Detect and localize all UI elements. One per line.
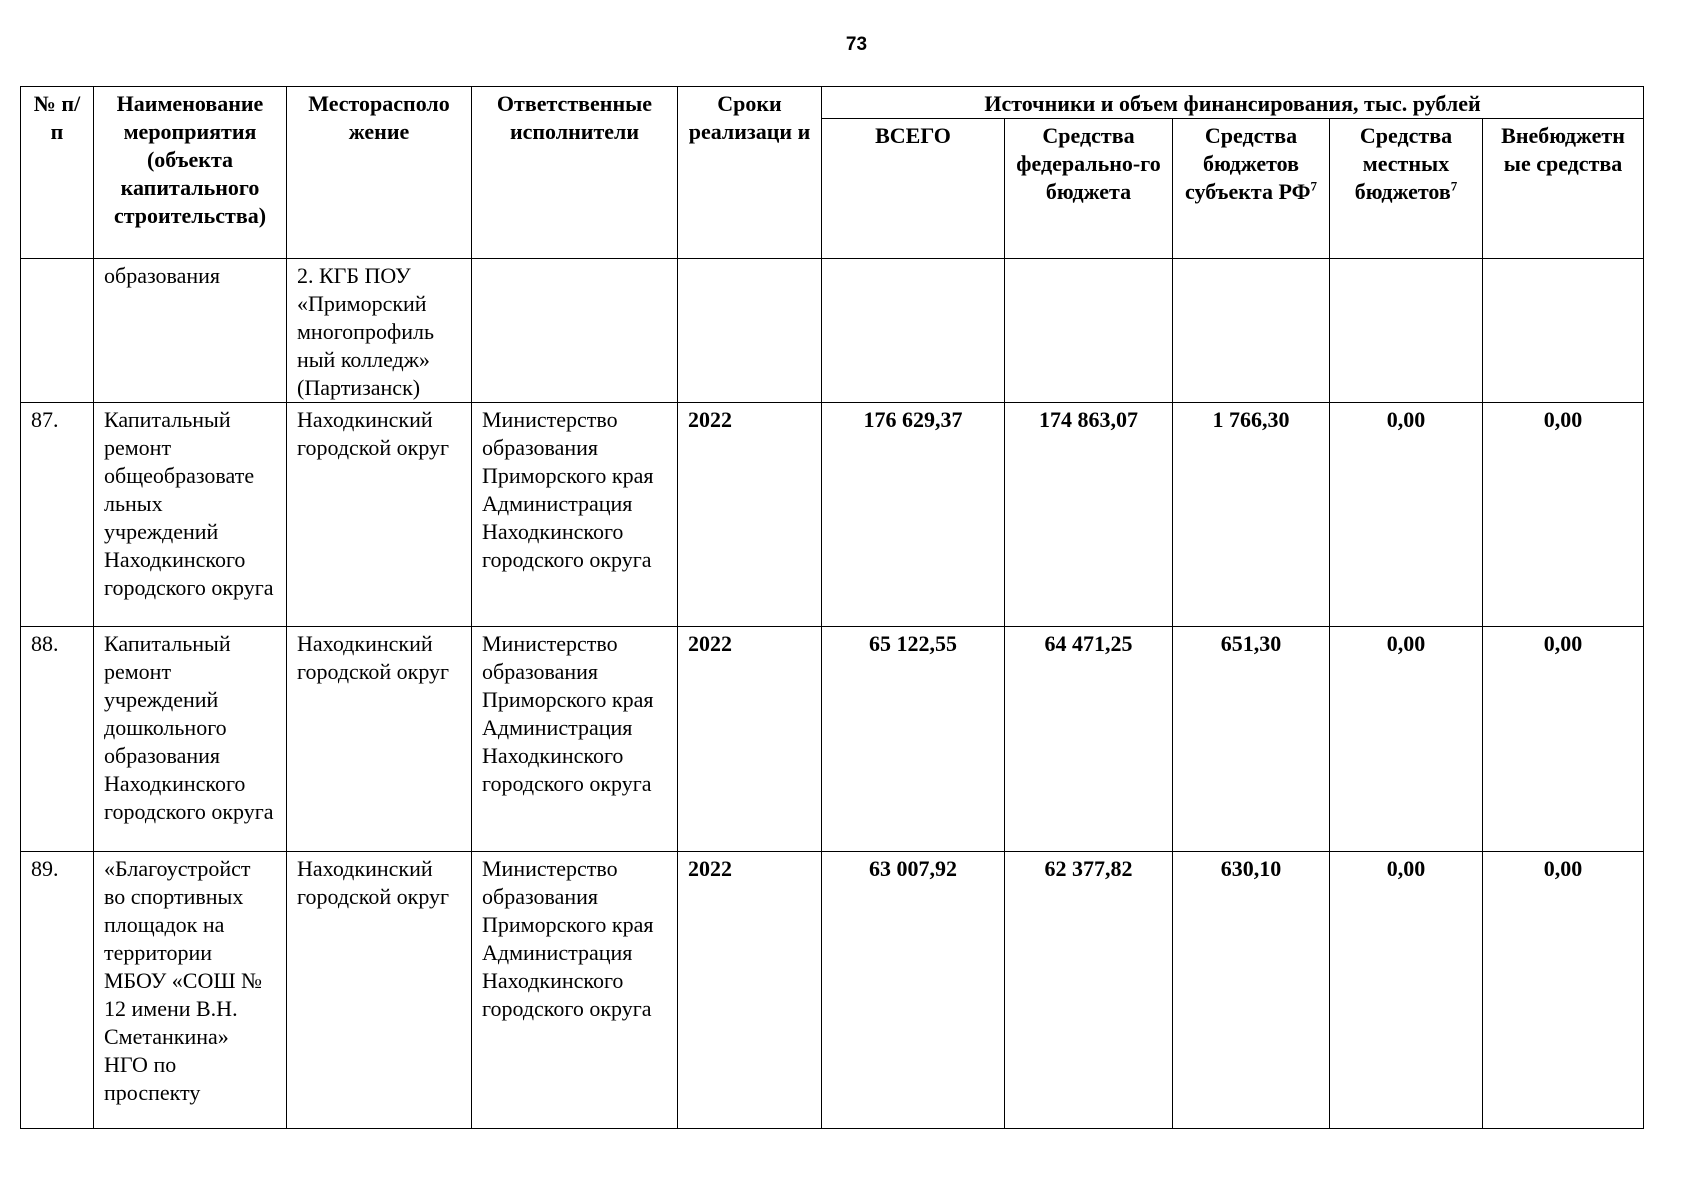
header-financing-group: Источники и объем финансирования, тыс. рублей: [822, 87, 1644, 119]
cell-regional: 630,10: [1173, 852, 1330, 1129]
header-name: Наименование мероприятия (объекта капитального строительства): [94, 87, 287, 259]
cell-terms: [678, 259, 822, 403]
cell-terms: 2022: [678, 627, 822, 852]
cell-local: 0,00: [1330, 852, 1483, 1129]
table-row: [21, 403, 1644, 627]
cell-location: Находкинский городской округ: [287, 627, 472, 852]
cell-executors: [472, 259, 678, 403]
cell-regional: 1 766,30: [1173, 403, 1330, 627]
header-federal: Средства федерально-го бюджета: [1005, 119, 1173, 259]
cell-extra: 0,00: [1483, 627, 1644, 852]
cell-executors: Министерство образования Приморского края Администрация Находкинского городского округа: [472, 403, 678, 627]
cell-executors: Министерство образования Приморского края Администрация Находкинского городского округа: [472, 627, 678, 852]
cell-extra: [1483, 259, 1644, 403]
cell-total: 176 629,37: [822, 403, 1005, 627]
cell-federal: 64 471,25: [1005, 627, 1173, 852]
header-regional: [1173, 119, 1330, 259]
cell-name: образования: [94, 259, 287, 403]
cell-num: 87.: [21, 403, 94, 627]
table-row: [21, 852, 1644, 1129]
cell-location: Находкинский городской округ: [287, 852, 472, 1129]
table-row: [21, 627, 1644, 852]
header-terms: Сроки реализаци и: [678, 87, 822, 259]
header-extra: Внебюджетн ые средства: [1483, 119, 1644, 259]
cell-num: [21, 259, 94, 403]
cell-federal: 62 377,82: [1005, 852, 1173, 1129]
cell-total: 65 122,55: [822, 627, 1005, 852]
header-row: [21, 87, 1644, 119]
cell-total: [822, 259, 1005, 403]
cell-extra: 0,00: [1483, 852, 1644, 1129]
financing-table: [20, 86, 1644, 1129]
cell-name: Капитальный ремонт общеобразовате льных учреждений Находкинского городского округа: [94, 403, 287, 627]
cell-terms: 2022: [678, 852, 822, 1129]
cell-extra: 0,00: [1483, 403, 1644, 627]
cell-executors: Министерство образования Приморского края Администрация Находкинского городского округа: [472, 852, 678, 1129]
page-number: 73: [845, 34, 868, 55]
cell-num: 89.: [21, 852, 94, 1129]
cell-local: [1330, 259, 1483, 403]
cell-num: 88.: [21, 627, 94, 852]
cell-name: Капитальный ремонт учреждений дошкольного образования Находкинского городского округа: [94, 627, 287, 852]
cell-regional: [1173, 259, 1330, 403]
header-total: ВСЕГО: [822, 119, 1005, 259]
cell-local: 0,00: [1330, 627, 1483, 852]
cell-terms: 2022: [678, 403, 822, 627]
cell-local: 0,00: [1330, 403, 1483, 627]
cell-federal: 174 863,07: [1005, 403, 1173, 627]
header-num: № п/п: [21, 87, 94, 259]
table-row: [21, 259, 1644, 403]
cell-regional: 651,30: [1173, 627, 1330, 852]
header-location: Месторасполо жение: [287, 87, 472, 259]
header-regional-label: Средства бюджетов субъекта РФ: [1185, 123, 1311, 204]
header-local-footnote: 7: [1450, 178, 1458, 194]
header-executors: Ответственные исполнители: [472, 87, 678, 259]
header-local: [1330, 119, 1483, 259]
cell-location: 2. КГБ ПОУ «Приморский многопрофиль ный колледж» (Партизанск): [287, 259, 472, 403]
header-regional-footnote: 7: [1310, 178, 1317, 194]
cell-federal: [1005, 259, 1173, 403]
header-local-label: Средства местных бюджетов: [1354, 123, 1453, 204]
cell-location: Находкинский городской округ: [287, 403, 472, 627]
cell-name: «Благоустройст во спортивных площадок на территории МБОУ «СОШ № 12 имени В.Н. Сметанкина» НГО по проспекту: [94, 852, 287, 1129]
cell-total: 63 007,92: [822, 852, 1005, 1129]
